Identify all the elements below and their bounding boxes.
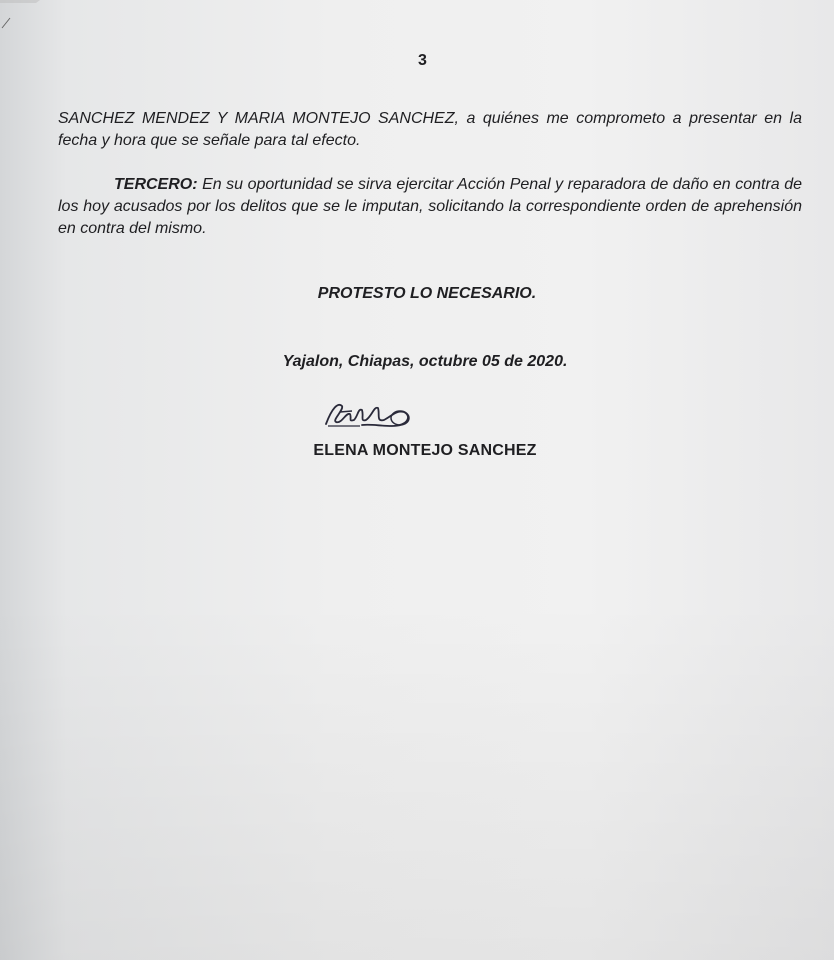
clause-text: En su oportunidad se sirva ejercitar Acción Penal y reparadora de daño en contra de los hoy acusados por los delitos que se le imputan, solicitando la correspondiente orden de aprehensión en contra del mismo.: [58, 176, 802, 237]
protest-statement: PROTESTO LO NECESARIO.: [317, 285, 537, 302]
page-number: 3: [418, 52, 427, 69]
paper-shadow: [0, 600, 834, 960]
scan-corner-mark-icon: [0, 0, 40, 30]
signer-name: ELENA MONTEJO SANCHEZ: [313, 442, 537, 459]
clause-heading: TERCERO:: [114, 176, 198, 193]
paragraph-tercero: [58, 174, 802, 240]
place-and-date: Yajalon, Chiapas, octubre 05 de 2020.: [282, 353, 568, 370]
paragraph-accused-names: SANCHEZ MENDEZ Y MARIA MONTEJO SANCHEZ, a quiénes me comprometo a presentar en la fecha y hora que se señale para tal efecto.: [58, 110, 802, 149]
handwritten-signature-icon: [322, 398, 414, 432]
